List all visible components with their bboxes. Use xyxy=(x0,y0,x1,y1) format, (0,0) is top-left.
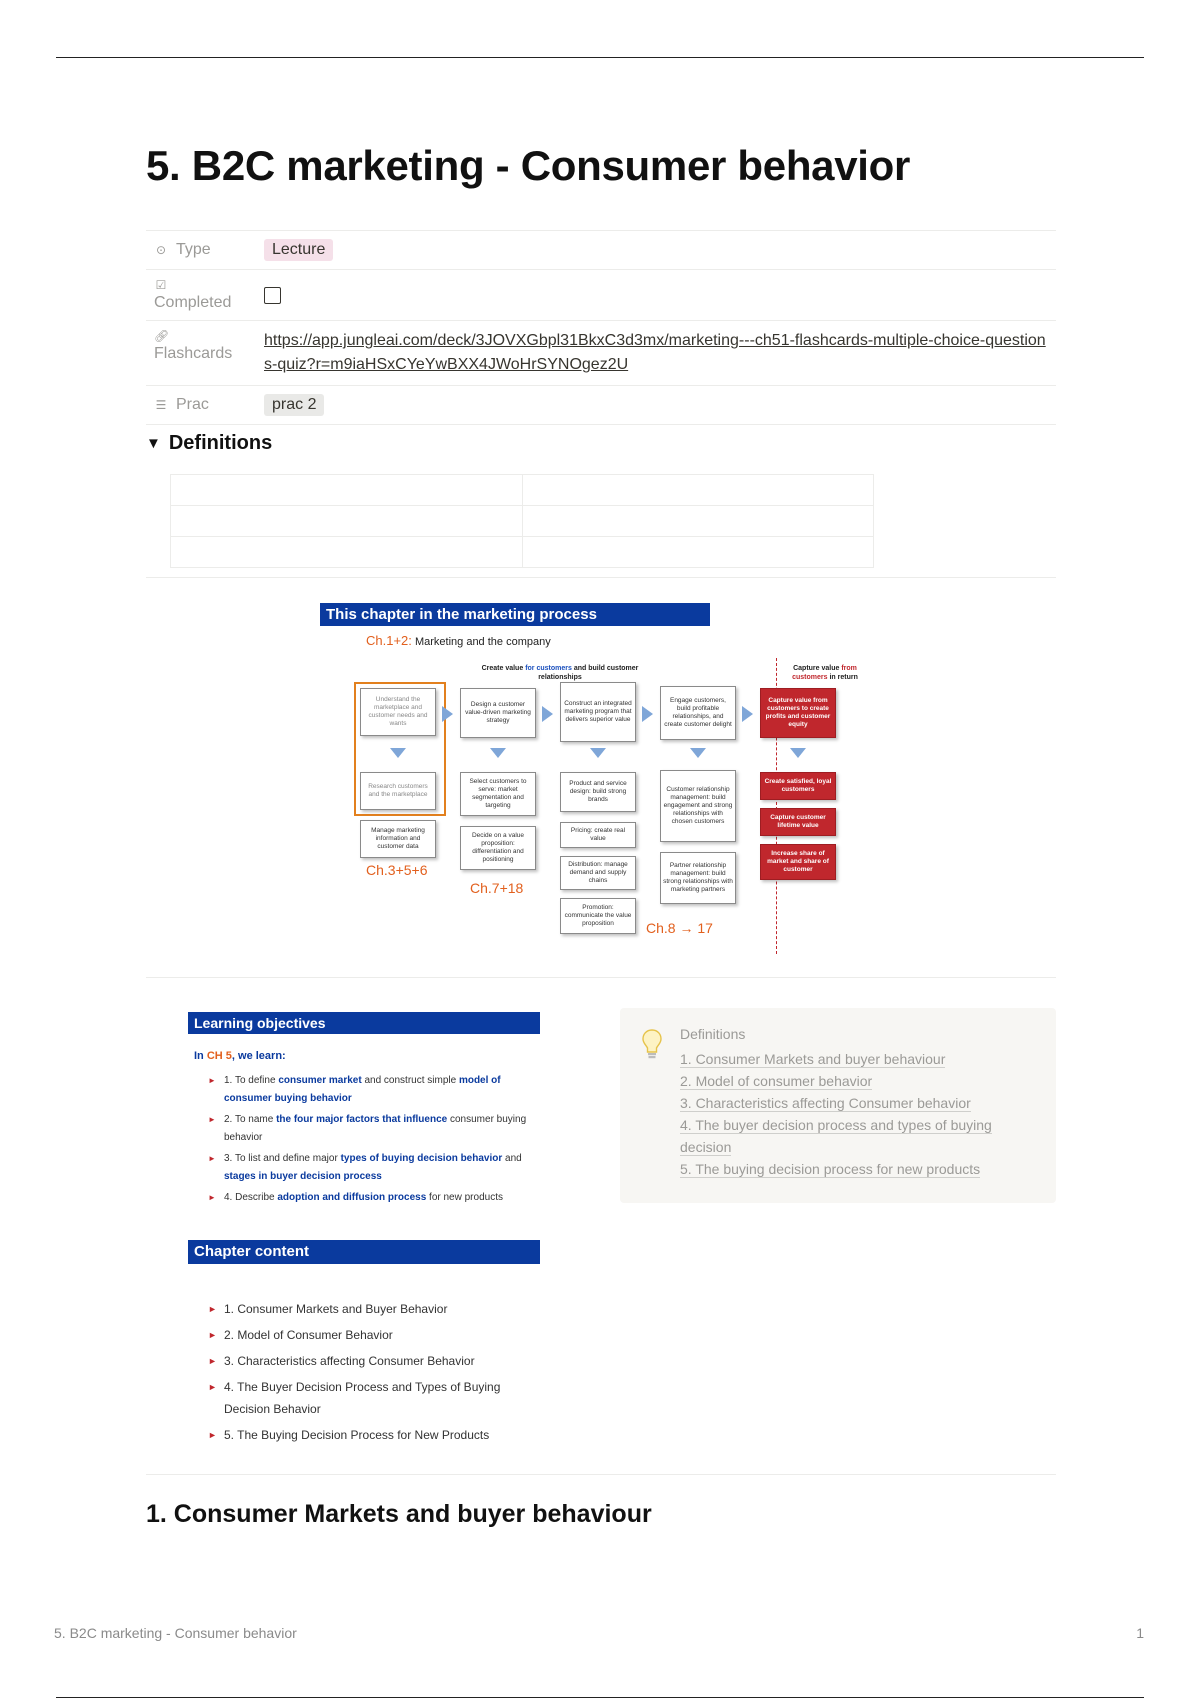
list-item: ► 1. Consumer Markets and Buyer Behavior xyxy=(188,1298,540,1320)
property-value xyxy=(258,270,1056,320)
item-text: for new products xyxy=(426,1192,503,1203)
callout-link[interactable]: 1. Consumer Markets and buyer behaviour xyxy=(680,1051,946,1067)
header-part: for customers xyxy=(525,665,572,672)
item-text: 4. Describe xyxy=(224,1192,278,1203)
list-item: ► 2. Model of Consumer Behavior xyxy=(188,1324,540,1346)
item-text: and construct simple xyxy=(361,1075,459,1086)
intro-part: In xyxy=(194,1050,204,1062)
item-text: consumer buying behavior xyxy=(224,1114,527,1143)
right-arrow-icon xyxy=(442,706,453,722)
item-text: 2. To name xyxy=(224,1114,277,1125)
property-value[interactable] xyxy=(258,386,1056,424)
table-cell[interactable] xyxy=(522,506,874,537)
diagram-box: Manage marketing information and customer data xyxy=(360,820,436,858)
footer-title: 5. B2C marketing - Consumer behavior xyxy=(54,1625,297,1641)
table-cell[interactable] xyxy=(522,475,874,506)
diagram-box-red: Increase share of market and share of customer xyxy=(760,844,836,880)
toggle-triangle-icon[interactable]: ▼ xyxy=(146,435,161,452)
diagram-box: Design a customer value-driven marketing strategy xyxy=(460,688,536,738)
list-item xyxy=(188,1150,540,1186)
down-arrow-icon xyxy=(790,748,806,758)
flashcards-link[interactable]: https://app.jungleai.com/deck/3JOVXGbpl31BkxC3d3mx/marketing---ch51-flashcards-multiple-choice-questions-quiz?r=m9iaHSxCYeYwBXX4JWoHrSYNOgez2U xyxy=(264,332,1046,373)
type-tag[interactable]: Lecture xyxy=(264,239,333,261)
list-item xyxy=(680,1158,1040,1180)
chapter-label: Ch.3+5+6 xyxy=(366,862,428,878)
checkbox-property-icon: ☑ xyxy=(155,278,167,292)
callout-title: Definitions xyxy=(680,1026,746,1042)
right-arrow-icon xyxy=(742,706,753,722)
diagram-banner: This chapter in the marketing process xyxy=(320,603,710,626)
table-cell[interactable] xyxy=(171,475,523,506)
list-item xyxy=(680,1092,1040,1114)
item-text: 1. To define xyxy=(224,1075,279,1086)
item-bold: model of consumer buying behavior xyxy=(224,1075,501,1104)
item-bold: consumer market xyxy=(278,1075,362,1086)
right-arrow-icon xyxy=(642,706,653,722)
properties-table xyxy=(146,230,1056,425)
callout-link[interactable]: 3. Characteristics affecting Consumer behavior xyxy=(680,1095,971,1111)
definitions-table xyxy=(170,474,874,568)
property-value[interactable] xyxy=(258,231,1056,269)
property-key xyxy=(146,231,258,269)
list-item xyxy=(680,1048,1040,1070)
select-icon: ⊙ xyxy=(155,243,167,257)
item-bold: stages in buyer decision process xyxy=(224,1171,382,1182)
diagram-box: Distribution: manage demand and supply chains xyxy=(560,856,636,890)
diagram-header-create xyxy=(470,664,650,682)
diagram-sub-text: Marketing and the company xyxy=(414,636,551,648)
bottom-rule xyxy=(56,1697,1144,1698)
toggle-label: Definitions xyxy=(168,432,273,454)
property-label: Flashcards xyxy=(154,345,233,362)
down-arrow-icon xyxy=(490,748,506,758)
intro-part: , we learn: xyxy=(231,1050,286,1062)
list-item xyxy=(188,1072,540,1108)
diagram-box: Partner relationship management: build strong relationships with marketing partners xyxy=(660,852,736,904)
objectives-intro xyxy=(194,1050,540,1062)
list-item xyxy=(188,1189,540,1207)
diagram-box: Decide on a value proposition: differentiation and positioning xyxy=(460,826,536,870)
section-heading: 1. Consumer Markets and buyer behaviour xyxy=(146,1500,652,1528)
header-part: from customers xyxy=(792,665,857,681)
chapter-label: Ch.7+18 xyxy=(470,880,524,896)
table-row xyxy=(171,506,874,537)
right-arrow-icon xyxy=(542,706,553,722)
diagram-box: Product and service design: build strong brands xyxy=(560,772,636,812)
diagram-box: Customer relationship management: build engagement and strong relationships with chosen customers xyxy=(660,770,736,842)
diagram-box: Research customers and the marketplace xyxy=(360,772,436,810)
divider xyxy=(146,1474,1056,1475)
link-icon: 🔗︎ xyxy=(154,329,170,343)
chapter-label: Ch.8 → 17 xyxy=(646,920,713,936)
item-bold: the four major factors that influence xyxy=(276,1114,448,1125)
table-cell[interactable] xyxy=(171,506,523,537)
lightbulb-icon xyxy=(640,1028,664,1060)
item-bold: types of buying decision behavior xyxy=(340,1153,503,1164)
diagram-box: Understand the marketplace and customer needs and wants xyxy=(360,688,436,736)
definitions-toggle[interactable] xyxy=(146,432,272,455)
table-row xyxy=(171,537,874,568)
diagram-box: Promotion: communicate the value proposition xyxy=(560,898,636,934)
learning-objectives-image xyxy=(188,1012,540,1210)
diagram-box: Engage customers, build profitable relationships, and create customer delight xyxy=(660,686,736,740)
list-item xyxy=(680,1114,1040,1158)
table-row xyxy=(171,475,874,506)
property-flashcards xyxy=(146,321,1056,386)
property-label: Completed xyxy=(154,294,232,311)
property-label: Prac xyxy=(176,396,209,413)
chapter-content-list xyxy=(188,1298,540,1450)
page-title: 5. B2C marketing - Consumer behavior xyxy=(146,142,911,189)
property-label: Type xyxy=(176,241,211,258)
chapter-content-banner: Chapter content xyxy=(188,1240,540,1264)
objectives-list xyxy=(188,1072,540,1207)
page-number: 1 xyxy=(1136,1625,1144,1641)
definitions-callout[interactable] xyxy=(620,1008,1056,1203)
down-arrow-icon xyxy=(690,748,706,758)
header-part: in return xyxy=(829,674,858,681)
intro-chapter: CH 5 xyxy=(206,1050,232,1062)
marketing-process-diagram xyxy=(320,600,882,956)
diagram-box: Select customers to serve: market segmentation and targeting xyxy=(460,772,536,816)
property-key xyxy=(146,321,258,385)
down-arrow-icon xyxy=(390,748,406,758)
diagram-box-red: Create satisfied, loyal customers xyxy=(760,772,836,800)
top-rule xyxy=(56,57,1144,58)
header-part: Capture value xyxy=(793,665,840,672)
header-part: and build customer relationships xyxy=(538,665,639,681)
item-text: and xyxy=(502,1153,522,1164)
completed-checkbox[interactable] xyxy=(264,287,281,304)
diagram-box-red: Capture value from customers to create profits and customer equity xyxy=(760,688,836,738)
item-bold: adoption and diffusion process xyxy=(277,1192,427,1203)
callout-list xyxy=(680,1048,1040,1180)
prac-tag[interactable]: prac 2 xyxy=(264,394,324,416)
divider xyxy=(146,577,1056,578)
diagram-header-capture xyxy=(782,664,868,682)
property-prac xyxy=(146,386,1056,425)
diagram-subtitle xyxy=(366,633,551,648)
callout-link[interactable]: 5. The buying decision process for new products xyxy=(680,1161,981,1177)
diagram-box-red: Capture customer lifetime value xyxy=(760,808,836,836)
property-type xyxy=(146,231,1056,270)
header-part: Create value xyxy=(481,665,524,672)
table-cell[interactable] xyxy=(522,537,874,568)
callout-link[interactable]: 2. Model of consumer behavior xyxy=(680,1073,873,1089)
list-item xyxy=(188,1111,540,1147)
diagram-sub-chapter: Ch.1+2: xyxy=(366,633,412,648)
property-key xyxy=(146,386,258,424)
callout-link[interactable]: 4. The buyer decision process and types of buying decision xyxy=(680,1117,992,1155)
list-icon: ☰ xyxy=(155,398,167,412)
divider xyxy=(146,977,1056,978)
diagram-box: Pricing: create real value xyxy=(560,822,636,848)
property-completed xyxy=(146,270,1056,321)
property-value xyxy=(258,321,1056,385)
list-item: ► 5. The Buying Decision Process for New Products xyxy=(188,1424,540,1446)
diagram-box: Construct an integrated marketing program that delivers superior value xyxy=(560,682,636,742)
objectives-banner: Learning objectives xyxy=(188,1012,540,1034)
down-arrow-icon xyxy=(590,748,606,758)
item-text: 3. To list and define major xyxy=(224,1153,341,1164)
table-cell[interactable] xyxy=(171,537,523,568)
list-item xyxy=(680,1070,1040,1092)
list-item: ► 3. Characteristics affecting Consumer Behavior xyxy=(188,1350,540,1372)
property-key xyxy=(146,270,258,320)
list-item: ► 4. The Buyer Decision Process and Types of Buying Decision Behavior xyxy=(188,1376,540,1420)
